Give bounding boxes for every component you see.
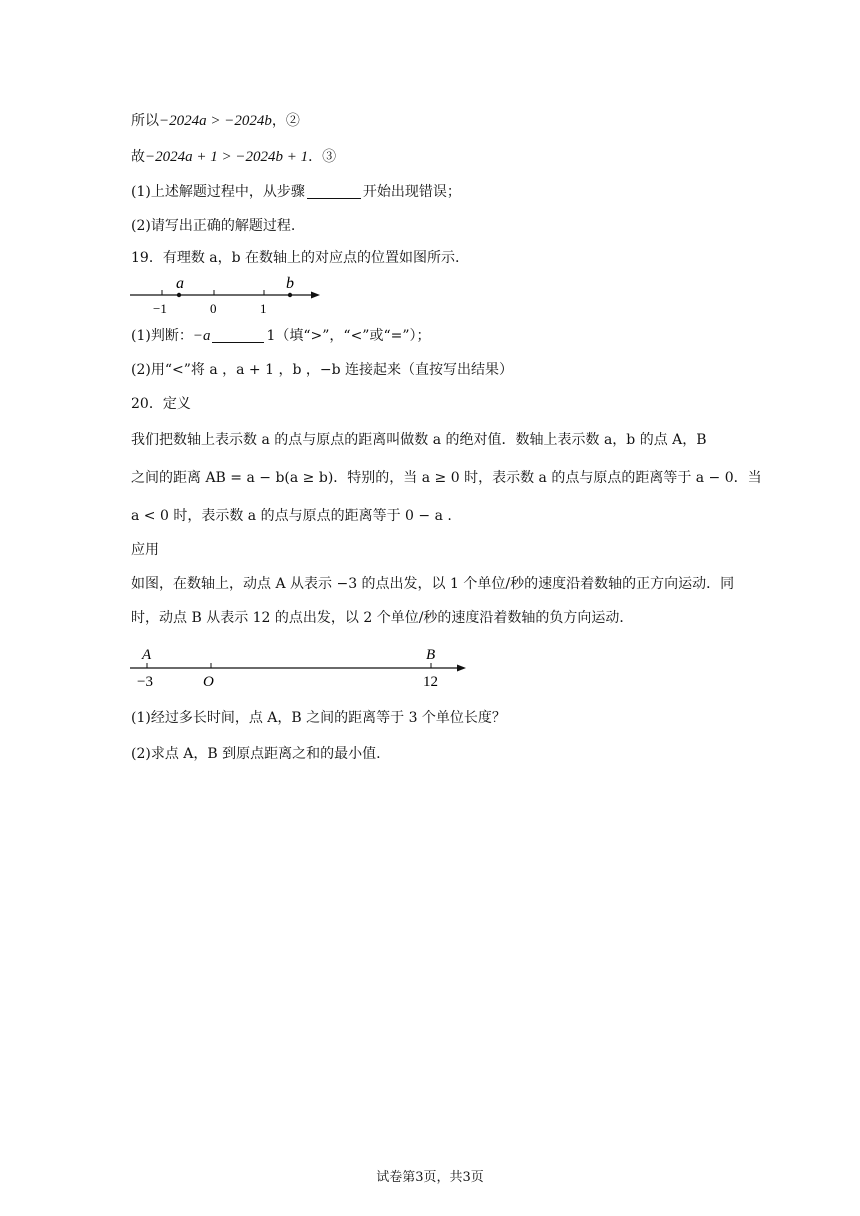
page-footer: 试卷第3页，共3页 bbox=[376, 1170, 484, 1185]
application-line-2: 时，动点 B 从表示 12 的点出发，以 2 个单位/秒的速度沿着数轴的负方向运动． bbox=[131, 610, 634, 626]
p19q1-answer-blank[interactable] bbox=[212, 328, 264, 343]
q1-answer-blank[interactable] bbox=[307, 184, 361, 199]
label-origin: O bbox=[203, 674, 214, 690]
step2-prefix: 所以 bbox=[131, 113, 159, 129]
q1-text-pre: (1)上述解题过程中，从步骤 bbox=[131, 184, 305, 200]
problem-20-q1: (1)经过多长时间，点 A，B 之间的距离等于 3 个单位长度？ bbox=[131, 710, 506, 726]
step2-math: −2024a > −2024b bbox=[159, 113, 272, 129]
definition-line-1: 我们把数轴上表示数 a 的点与原点的距离叫做数 a 的绝对值．数轴上表示数 a，b 的点 A，B bbox=[131, 432, 707, 448]
step3-math: −2024a + 1 > −2024b + 1 bbox=[145, 149, 309, 165]
line-step2 bbox=[131, 111, 300, 131]
p19q1-post: 1（填“>”，“<”或“=”）； bbox=[266, 328, 431, 344]
step3-prefix: 故 bbox=[131, 149, 145, 165]
definition-line-3: a < 0 时，表示数 a 的点与原点的距离等于 0 − a . bbox=[131, 508, 452, 524]
number-line-20 bbox=[128, 642, 473, 690]
problem-19-title: 19．有理数 a，b 在数轴上的对应点的位置如图所示. bbox=[131, 250, 460, 266]
tick-zero: 0 bbox=[210, 301, 217, 316]
p19q1-math: −a bbox=[192, 328, 211, 344]
q1-text-post: 开始出现错误； bbox=[362, 184, 461, 200]
step2-marker: ，② bbox=[271, 113, 300, 129]
label-b: b bbox=[286, 275, 294, 292]
application-line-1: 如图，在数轴上，动点 A 从表示 −3 的点出发，以 1 个单位/秒的速度沿着数轴的正方向运动．同 bbox=[131, 576, 735, 592]
label-a: a bbox=[176, 275, 184, 292]
label-neg-three: −3 bbox=[137, 674, 153, 690]
tick-one: 1 bbox=[260, 301, 267, 316]
label-point-b: B bbox=[426, 647, 436, 663]
number-line-19 bbox=[128, 272, 328, 318]
problem-19-q1 bbox=[131, 326, 431, 346]
definition-line-2: 之间的距离 AB = a − b(a ≥ b)．特别的，当 a ≥ 0 时，表示数 a 的点与原点的距离等于 a − 0．当 bbox=[131, 470, 762, 486]
tick-neg-one: −1 bbox=[153, 301, 167, 316]
question-1 bbox=[131, 182, 461, 202]
line-step3 bbox=[131, 147, 336, 167]
problem-20-title: 20．定义 bbox=[131, 396, 191, 412]
apply-heading: 应用 bbox=[131, 542, 159, 558]
problem-20-q2: (2)求点 A，B 到原点距离之和的最小值. bbox=[131, 746, 381, 762]
p19q1-pre: (1)判断： bbox=[131, 328, 193, 344]
label-point-a: A bbox=[142, 647, 152, 663]
step3-marker: ．③ bbox=[308, 149, 337, 165]
problem-19-q2: (2)用“<”将 a ，a + 1 ，b ，−b 连接起来（直按写出结果） bbox=[131, 362, 514, 378]
label-twelve: 12 bbox=[423, 674, 438, 690]
question-2: (2)请写出正确的解题过程. bbox=[131, 218, 296, 234]
